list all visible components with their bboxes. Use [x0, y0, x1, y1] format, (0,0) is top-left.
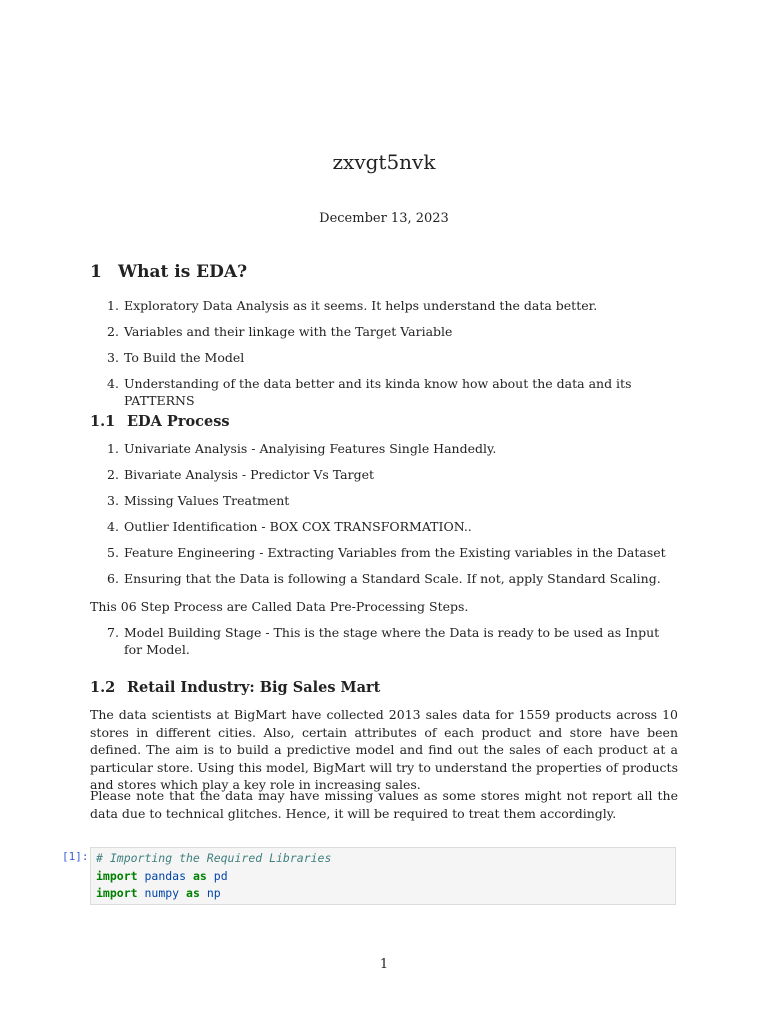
code-comment: # Importing the Required Libraries — [96, 851, 332, 865]
section-number: 1.2 — [90, 679, 116, 696]
list-item: 1. Univariate Analysis - Analyising Features Single Handedly. — [107, 441, 497, 456]
section-title: What is EDA? — [118, 262, 248, 282]
section-1-list — [90, 297, 680, 418]
section-1-1-list-continued — [90, 624, 680, 667]
cell-prompt: [1]: — [62, 850, 89, 863]
list-item: 4. Understanding of the data better and its kinda know how about the data and its PATTERNS — [107, 376, 632, 408]
section-number: 1 — [90, 262, 102, 282]
preprocessing-note: This 06 Step Process are Called Data Pre-Processing Steps. — [90, 599, 469, 614]
list-item: 2. Variables and their linkage with the Target Variable — [107, 324, 453, 339]
section-1-2-heading — [90, 679, 380, 696]
document-date: December 13, 2023 — [319, 211, 449, 226]
list-item: 3. Missing Values Treatment — [107, 493, 290, 508]
missing-values-paragraph: Please note that the data may have missing values as some stores might not report all the data due to technical glitches. Hence, it will be required to treat them accordingly. — [90, 788, 678, 821]
section-1-heading — [90, 262, 247, 282]
section-number: 1.1 — [90, 413, 116, 430]
list-item: 6. Ensuring that the Data is following a Standard Scale. If not, apply Standard Scaling. — [107, 571, 661, 586]
section-title: EDA Process — [127, 413, 230, 430]
document-title: zxvgt5nvk — [332, 150, 436, 174]
list-item: 3. To Build the Model — [107, 350, 245, 365]
list-item: 5. Feature Engineering - Extracting Variables from the Existing variables in the Dataset — [107, 545, 666, 560]
section-1-1-list — [90, 440, 680, 596]
code-line-numpy: import numpy as np — [96, 886, 221, 900]
code-cell[interactable] — [90, 847, 676, 905]
section-1-1-heading — [90, 413, 230, 430]
list-item: 2. Bivariate Analysis - Predictor Vs Target — [107, 467, 375, 482]
list-item: 1. Exploratory Data Analysis as it seems. It helps understand the data better. — [107, 298, 598, 313]
section-title: Retail Industry: Big Sales Mart — [127, 679, 381, 696]
page-number: 1 — [379, 957, 389, 972]
bigmart-paragraph: The data scientists at BigMart have collected 2013 sales data for 1559 products across 10 stores in different cities. Also, certain attributes of each product and store have been defined. The aim is to build a predictive model and find out the sales of each product at a particular store. Using this model, BigMart will try to understand the properties of products and stores which play a key role in increasing sales. — [90, 707, 678, 792]
list-item: 4. Outlier Identification - BOX COX TRANSFORMATION.. — [107, 519, 472, 534]
code-line-pandas: import pandas as pd — [96, 868, 228, 883]
list-item: 7. Model Building Stage - This is the stage where the Data is ready to be used as Input for Model. — [107, 625, 660, 657]
